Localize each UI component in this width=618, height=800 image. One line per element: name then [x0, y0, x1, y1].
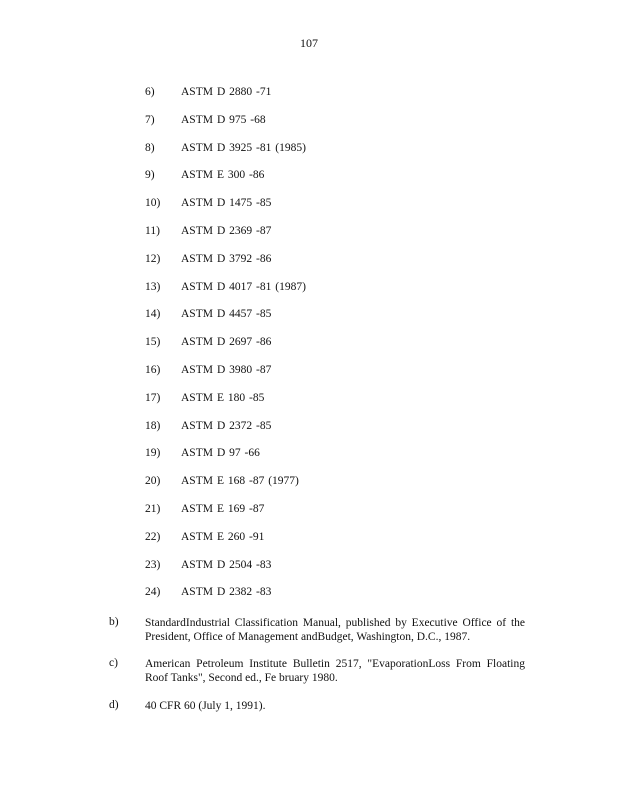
reference-letter: b)	[109, 616, 119, 628]
reference-text: 40 CFR 60 (July 1, 1991).	[145, 700, 266, 712]
item-org: ASTM	[181, 169, 213, 182]
item-number: 20)	[145, 475, 161, 488]
item-org: ASTM	[181, 502, 213, 515]
item-code: D 975 -68	[217, 113, 266, 126]
list-item	[0, 142, 618, 170]
list-item	[0, 392, 618, 420]
reference-letter: d)	[109, 699, 119, 711]
item-org: ASTM	[181, 113, 213, 126]
item-org: ASTM	[181, 141, 213, 154]
item-number: 17)	[145, 391, 161, 404]
item-number: 21)	[145, 502, 161, 515]
item-org: ASTM	[181, 336, 213, 349]
item-code: D 2697 -86	[217, 336, 272, 349]
list-item	[0, 169, 618, 197]
item-org: ASTM	[181, 475, 213, 488]
list-item	[0, 225, 618, 253]
item-org: ASTM	[181, 558, 213, 571]
list-item	[0, 336, 618, 364]
item-code: D 3980 -87	[217, 363, 272, 376]
item-number: 10)	[145, 197, 161, 210]
item-code: E 169 -87	[217, 502, 265, 515]
item-org: ASTM	[181, 197, 213, 210]
item-number: 11)	[145, 224, 160, 237]
reference-text: StandardIndustrial Classification Manual, published by Executive Office of the President, Office of Management andBudget, Washington, D.C., 1987.	[145, 617, 525, 643]
item-code: D 2382 -83	[217, 586, 272, 599]
item-number: 12)	[145, 252, 161, 265]
item-org: ASTM	[181, 363, 213, 376]
list-item	[0, 559, 618, 587]
item-code: D 3792 -86	[217, 252, 272, 265]
item-org: ASTM	[181, 224, 213, 237]
item-number: 23)	[145, 558, 161, 571]
item-number: 14)	[145, 308, 161, 321]
page-number: 107	[300, 36, 318, 50]
item-code: E 260 -91	[217, 530, 265, 543]
list-item	[0, 364, 618, 392]
item-number: 22)	[145, 530, 161, 543]
item-number: 24)	[145, 586, 161, 599]
item-number: 9)	[145, 169, 155, 182]
list-item	[0, 114, 618, 142]
astm-standards-list	[0, 86, 618, 614]
list-item	[0, 308, 618, 336]
item-code: D 2372 -85	[217, 419, 272, 432]
item-org: ASTM	[181, 252, 213, 265]
item-code: D 2880 -71	[217, 86, 272, 98]
item-org: ASTM	[181, 280, 213, 293]
item-code: E 180 -85	[217, 391, 265, 404]
item-number: 8)	[145, 141, 155, 154]
list-item	[0, 531, 618, 559]
list-item	[0, 503, 618, 531]
item-org: ASTM	[181, 419, 213, 432]
item-number: 7)	[145, 113, 155, 126]
item-code: D 4017 -81 (1987)	[217, 280, 306, 293]
item-number: 13)	[145, 280, 161, 293]
list-item	[0, 475, 618, 503]
list-item	[0, 420, 618, 448]
item-number: 15)	[145, 336, 161, 349]
item-number: 16)	[145, 363, 161, 376]
item-code: E 300 -86	[217, 169, 265, 182]
list-item	[0, 197, 618, 225]
item-code: D 3925 -81 (1985)	[217, 141, 306, 154]
item-number: 6)	[145, 86, 155, 98]
item-code: D 97 -66	[217, 447, 260, 460]
item-org: ASTM	[181, 447, 213, 460]
item-org: ASTM	[181, 391, 213, 404]
list-item	[0, 86, 618, 114]
item-code: D 2504 -83	[217, 558, 272, 571]
list-item	[0, 586, 618, 614]
reference-letter: c)	[109, 657, 118, 669]
item-org: ASTM	[181, 530, 213, 543]
list-item	[0, 253, 618, 281]
item-org: ASTM	[181, 86, 213, 98]
item-code: D 2369 -87	[217, 224, 272, 237]
list-item	[0, 281, 618, 309]
item-code: E 168 -87 (1977)	[217, 475, 299, 488]
item-code: D 4457 -85	[217, 308, 272, 321]
reference-text: American Petroleum Institute Bulletin 2517, "EvaporationLoss From Floating Roof Tanks", Second ed., Fe bruary 1980.	[145, 658, 525, 684]
item-org: ASTM	[181, 586, 213, 599]
item-code: D 1475 -85	[217, 197, 272, 210]
item-org: ASTM	[181, 308, 213, 321]
item-number: 18)	[145, 419, 161, 432]
item-number: 19)	[145, 447, 161, 460]
list-item	[0, 447, 618, 475]
